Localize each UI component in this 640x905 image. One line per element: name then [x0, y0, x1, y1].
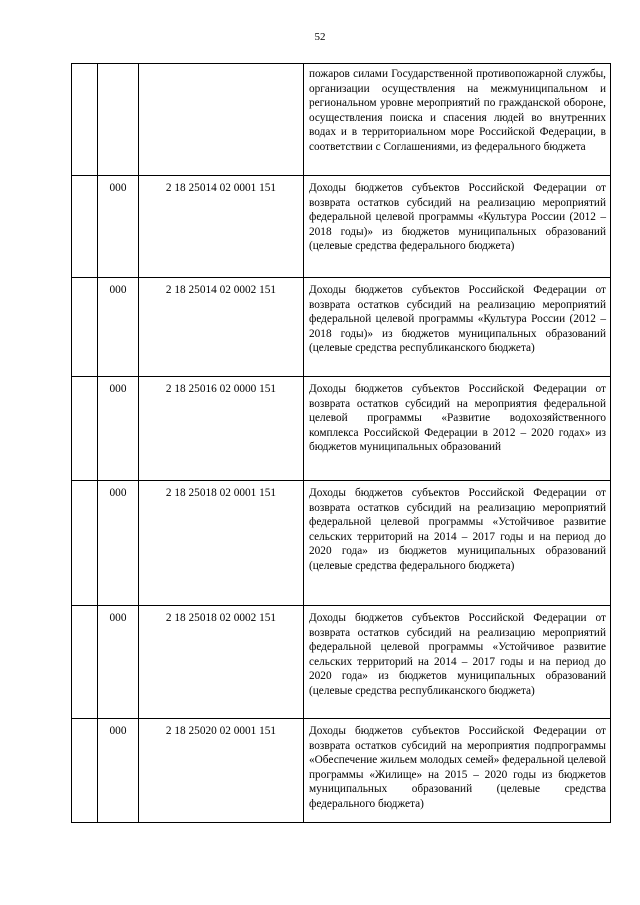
admin-code-cell [98, 64, 139, 176]
table-row [72, 278, 611, 377]
budget-code-cell: 2 18 25018 02 0001 151 [139, 481, 304, 606]
table-row [72, 719, 611, 823]
budget-code-cell: 2 18 25014 02 0002 151 [139, 278, 304, 377]
admin-code-cell: 000 [98, 377, 139, 481]
budget-code-cell: 2 18 25018 02 0002 151 [139, 606, 304, 719]
table-row [72, 64, 611, 176]
blank-cell [72, 278, 98, 377]
blank-cell [72, 719, 98, 823]
revenue-name-cell: пожаров силами Государственной противопожарной службы, организации осуществления на межмуниципальном и региональном уровне мероприятий по гражданской обороне, осуществления поиска и спасения людей во внутренних водах и в территориальном море Российской Федерации, в соответствии с Соглашениями, из федерального бюджета [304, 64, 611, 176]
blank-cell [72, 377, 98, 481]
admin-code-cell: 000 [98, 176, 139, 278]
page-number: 52 [314, 31, 326, 43]
table-row [72, 606, 611, 719]
budget-code-cell: 2 18 25014 02 0001 151 [139, 176, 304, 278]
blank-cell [72, 64, 98, 176]
revenue-name-cell: Доходы бюджетов субъектов Российской Федерации от возврата остатков субсидий на мероприятия федеральной целевой программы «Развитие водохозяйственного комплекса Российской Федерации в 2012 – 2020 годах» из бюджетов муниципальных образований [304, 377, 611, 481]
budget-classification-table [71, 63, 611, 823]
admin-code-cell: 000 [98, 606, 139, 719]
revenue-name-cell: Доходы бюджетов субъектов Российской Федерации от возврата остатков субсидий на мероприятия подпрограммы «Обеспечение жильем молодых семей» федеральной целевой программы «Жилище» на 2015 – 2020 годы из бюджетов муниципальных образований (целевые средства федерального бюджета) [304, 719, 611, 823]
revenue-name-cell: Доходы бюджетов субъектов Российской Федерации от возврата остатков субсидий на реализацию мероприятий федеральной целевой программы «Устойчивое развитие сельских территорий на 2014 – 2017 годы и на период до 2020 года» из бюджетов муниципальных образований (целевые средства федерального бюджета) [304, 481, 611, 606]
blank-cell [72, 481, 98, 606]
table-row [72, 377, 611, 481]
admin-code-cell: 000 [98, 719, 139, 823]
budget-code-cell: 2 18 25020 02 0001 151 [139, 719, 304, 823]
revenue-name-cell: Доходы бюджетов субъектов Российской Федерации от возврата остатков субсидий на реализацию мероприятий федеральной целевой программы «Устойчивое развитие сельских территорий на 2014 – 2017 годы и на период до 2020 года» из бюджетов муниципальных образований (целевые средства республиканского бюджета) [304, 606, 611, 719]
table-row [72, 481, 611, 606]
revenue-name-cell: Доходы бюджетов субъектов Российской Федерации от возврата остатков субсидий на реализацию мероприятий федеральной целевой программы «Культура России (2012 – 2018 годы)» из бюджетов муниципальных образований (целевые средства республиканского бюджета) [304, 278, 611, 377]
budget-code-cell [139, 64, 304, 176]
revenue-name-cell: Доходы бюджетов субъектов Российской Федерации от возврата остатков субсидий на реализацию мероприятий федеральной целевой программы «Культура России (2012 – 2018 годы)» из бюджетов муниципальных образований (целевые средства федерального бюджета) [304, 176, 611, 278]
budget-code-cell: 2 18 25016 02 0000 151 [139, 377, 304, 481]
admin-code-cell: 000 [98, 481, 139, 606]
table-row [72, 176, 611, 278]
blank-cell [72, 176, 98, 278]
admin-code-cell: 000 [98, 278, 139, 377]
blank-cell [72, 606, 98, 719]
